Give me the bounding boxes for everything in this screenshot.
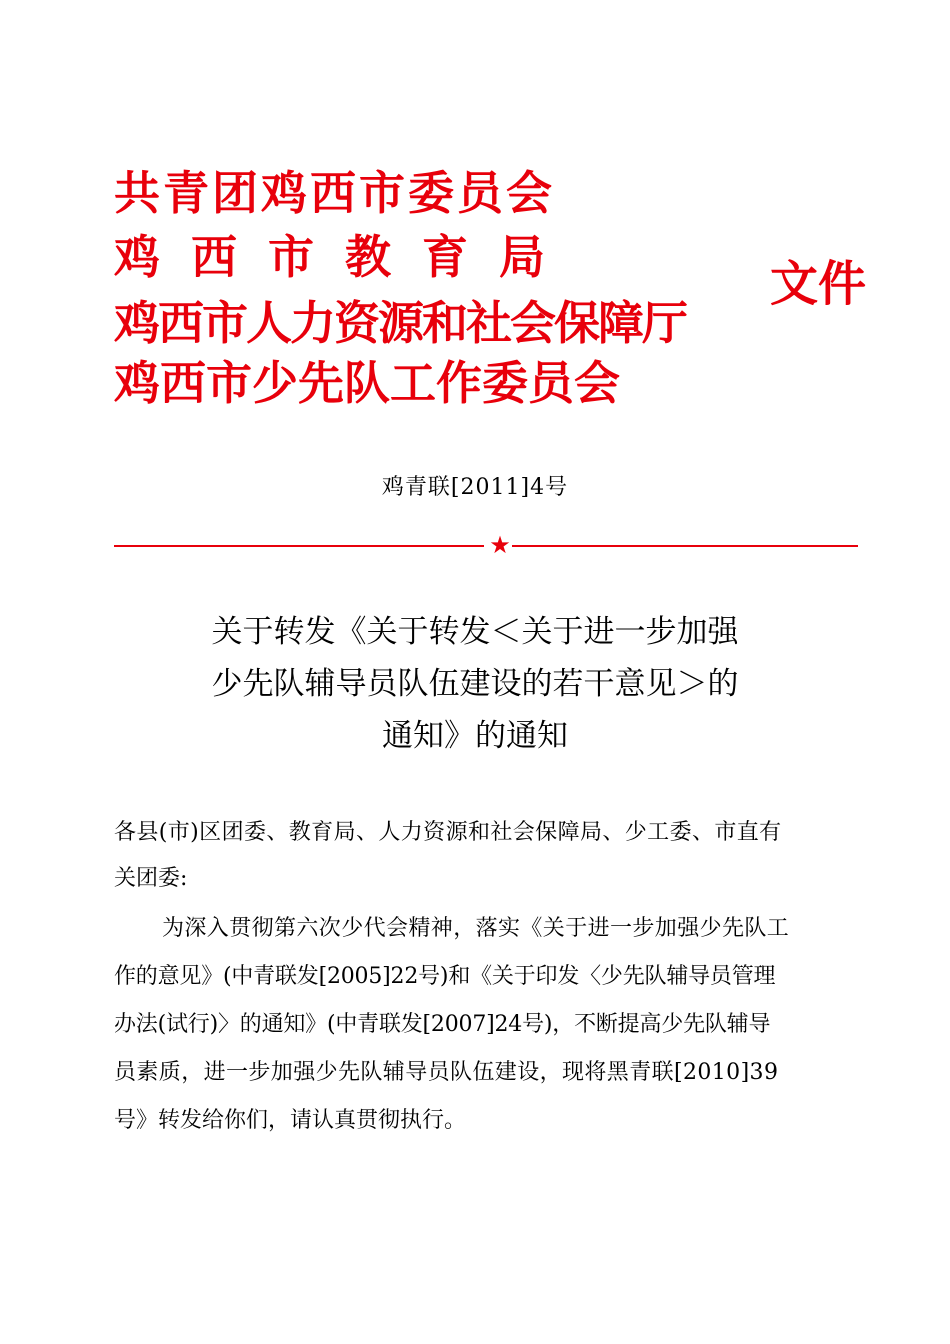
red-header-rule — [114, 531, 858, 559]
document-title-line: 通知》的通知 — [382, 718, 568, 754]
body-paragraph-line: 号》转发给你们，请认真贯彻执行。 — [114, 1108, 467, 1133]
body-paragraph-line: 作的意见》(中青联发[2005]22号)和《关于印发〈少先队辅导员管理 — [114, 964, 776, 989]
body-paragraph-line: 办法(试行)〉的通知》(中青联发[2007]24号)，不断提高少先队辅导 — [114, 1012, 771, 1037]
rule-line-right — [512, 545, 858, 547]
salutation-line: 关团委: — [114, 866, 188, 891]
issuer-education-bureau: 鸡西市教育局 — [114, 230, 576, 284]
document-number: 鸡青联[2011]4号 — [381, 475, 569, 500]
issuer-youth-league: 共青团鸡西市委员会 — [114, 166, 555, 220]
body-paragraph-line: 员素质，进一步加强少先队辅导员队伍建设，现将黑青联[2010]39 — [114, 1060, 779, 1085]
document-title-line: 关于转发《关于转发＜关于进一步加强 — [211, 614, 739, 650]
star-icon: ★ — [489, 531, 511, 559]
issuer-human-resources: 鸡西市人力资源和社会保障厅 — [114, 296, 686, 350]
issuer-young-pioneers-committee: 鸡西市少先队工作委员会 — [114, 356, 620, 410]
document-title-line: 少先队辅导员队伍建设的若干意见＞的 — [211, 666, 739, 702]
body-paragraph-line: 为深入贯彻第六次少代会精神，落实《关于进一步加强少先队工 — [162, 916, 790, 941]
document-suffix: 文件 — [770, 256, 867, 312]
rule-line-left — [114, 545, 484, 547]
salutation-line: 各县(市)区团委、教育局、人力资源和社会保障局、少工委、市直有 — [114, 820, 782, 845]
